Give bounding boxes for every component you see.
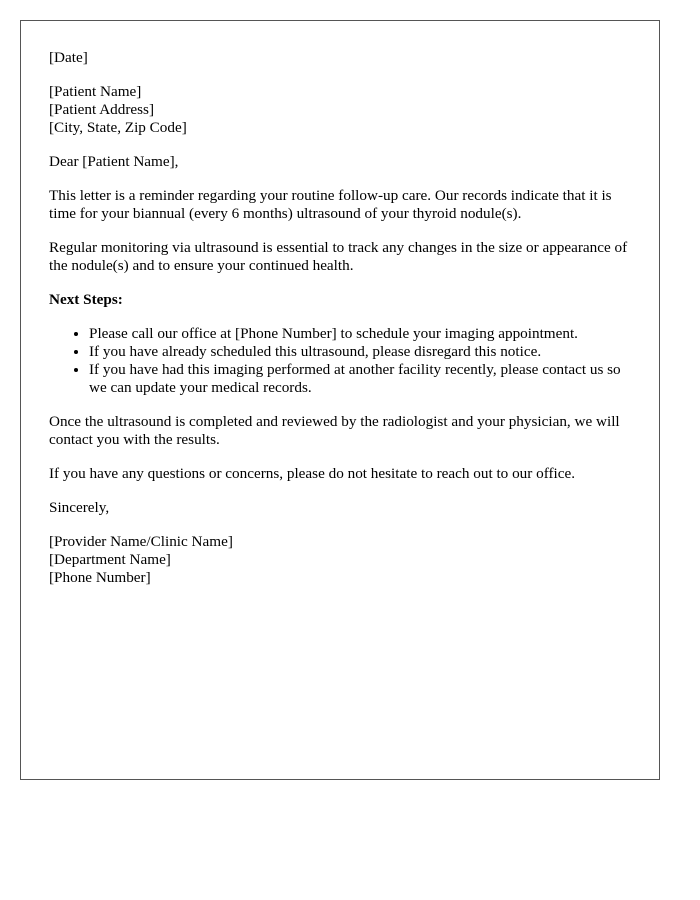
signature-block: [49, 533, 631, 587]
letter-date: [Date]: [49, 49, 88, 66]
results-paragraph: Once the ultrasound is completed and reviewed by the radiologist and your physician, we will contact you with the results.: [49, 413, 620, 448]
recipient-address: [Patient Address]: [49, 101, 155, 118]
signoff: Sincerely,: [49, 499, 110, 516]
next-step-item: • If you have already scheduled this ultrasound, please disregard this notice.: [89, 343, 631, 361]
signature-phone: [Phone Number]: [49, 569, 151, 586]
signature-provider: [Provider Name/Clinic Name]: [49, 533, 233, 550]
next-steps-heading: Next Steps:: [49, 291, 123, 308]
signature-department: [Department Name]: [49, 551, 171, 568]
recipient-city-state-zip: [City, State, Zip Code]: [49, 119, 187, 136]
monitoring-paragraph: Regular monitoring via ultrasound is essential to track any changes in the size or appearance of the nodule(s) and to ensure your continued health.: [49, 239, 628, 274]
recipient-address-block: [49, 83, 631, 137]
letter-page: [20, 20, 660, 780]
intro-paragraph: This letter is a reminder regarding your routine follow-up care. Our records indicate that it is time for your biannual (every 6 months) ultrasound of your thyroid nodule(s).: [49, 187, 612, 222]
next-step-item: • If you have had this imaging performed at another facility recently, please contact us so we can update your medical records.: [89, 361, 631, 397]
questions-paragraph: If you have any questions or concerns, please do not hesitate to reach out to our office.: [49, 465, 576, 482]
next-step-item: • Please call our office at [Phone Number] to schedule your imaging appointment.: [89, 325, 631, 343]
recipient-name: [Patient Name]: [49, 83, 142, 100]
salutation: Dear [Patient Name],: [49, 153, 179, 170]
next-steps-list: [49, 325, 631, 397]
